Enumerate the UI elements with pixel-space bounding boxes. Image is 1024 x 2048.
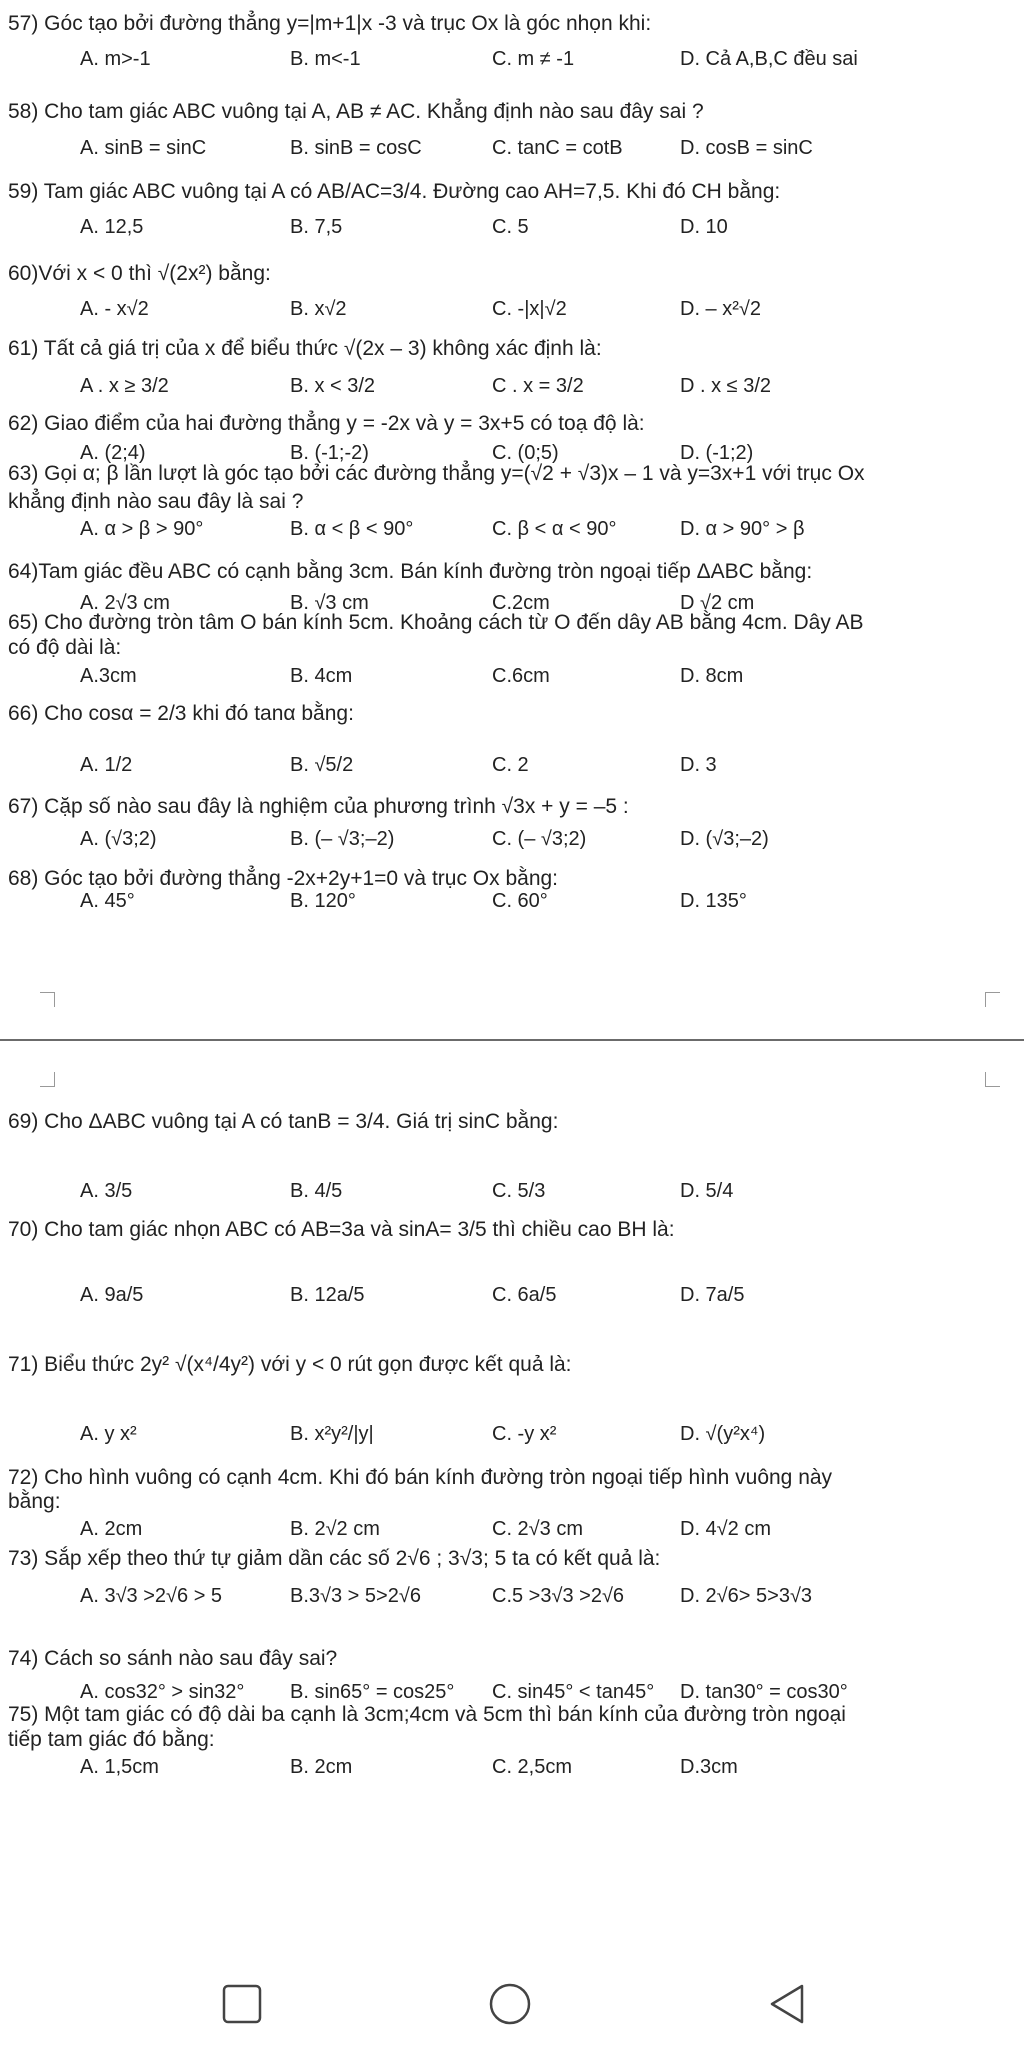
question-text: 69) Cho ΔABC vuông tại A có tanB = 3/4. Giá trị sinC bằng:	[8, 1110, 559, 1133]
answer-option: A. 12,5	[80, 216, 144, 238]
answer-option: A. m>-1	[80, 48, 151, 70]
page-2	[0, 1088, 1024, 1858]
answer-option: A. 1,5cm	[80, 1756, 159, 1778]
question-text: 70) Cho tam giác nhọn ABC có AB=3a và sinA= 3/5 thì chiều cao BH là:	[8, 1218, 675, 1241]
answer-options	[0, 137, 1024, 163]
answer-options	[0, 890, 1024, 916]
answer-option: A. 45°	[80, 890, 135, 912]
answer-options	[0, 1756, 1024, 1782]
answer-option: D. Cả A,B,C đều sai	[680, 48, 858, 70]
answer-options	[0, 828, 1024, 854]
answer-option: C.2cm	[492, 592, 550, 614]
answer-option: B. 12a/5	[290, 1284, 365, 1306]
answer-option: D.3cm	[680, 1756, 738, 1778]
answer-options	[0, 375, 1024, 401]
question-text: 72) Cho hình vuông có cạnh 4cm. Khi đó bán kính đường tròn ngoại tiếp hình vuông này	[8, 1466, 833, 1489]
question-text: 61) Tất cả giá trị của x để biểu thức √(2x – 3) không xác định là:	[8, 337, 602, 360]
answer-option: C. β < α < 90°	[492, 518, 617, 540]
answer-option: B. 2cm	[290, 1756, 353, 1778]
question-text-continued: có độ dài là:	[8, 636, 122, 659]
answer-option: A. 2cm	[80, 1518, 143, 1540]
answer-option: C. sin45° < tan45°	[492, 1681, 655, 1703]
answer-option: C. 5	[492, 216, 529, 238]
answer-options	[0, 298, 1024, 324]
answer-options	[0, 1284, 1024, 1310]
question-text: 65) Cho đường tròn tâm O bán kính 5cm. Khoảng cách từ O đến dây AB bằng 4cm. Dây AB	[8, 611, 864, 634]
question-text: 74) Cách so sánh nào sau đây sai?	[8, 1647, 338, 1670]
answer-option: C. -y x²	[492, 1423, 557, 1445]
answer-option: C. tanC = cotB	[492, 137, 623, 159]
back-icon[interactable]	[762, 1980, 810, 2028]
answer-option: C . x = 3/2	[492, 375, 584, 397]
answer-option: D. 7a/5	[680, 1284, 745, 1306]
answer-option: A. (√3;2)	[80, 828, 157, 850]
answer-option: D. tan30° = cos30°	[680, 1681, 848, 1703]
answer-option: A. α > β > 90°	[80, 518, 204, 540]
answer-option: A. 3√3 >2√6 > 5	[80, 1585, 223, 1607]
answer-option: D. 135°	[680, 890, 747, 912]
question-text: 62) Giao điểm của hai đường thẳng y = -2x và y = 3x+5 có toạ độ là:	[8, 412, 645, 435]
question-text: 66) Cho cosα = 2/3 khi đó tanα bằng:	[8, 702, 354, 725]
question-text: 58) Cho tam giác ABC vuông tại A, AB ≠ AC. Khẳng định nào sau đây sai ?	[8, 100, 704, 123]
answer-option: D. cosB = sinC	[680, 137, 813, 159]
question-text-continued: bằng:	[8, 1490, 61, 1513]
answer-option: D. – x²√2	[680, 298, 761, 320]
question-text: 73) Sắp xếp theo thứ tự giảm dần các số 2√6 ; 3√3; 5 ta có kết quả là:	[8, 1547, 661, 1570]
answer-option: C. 2,5cm	[492, 1756, 573, 1778]
answer-options	[0, 1585, 1024, 1611]
answer-option: A. 1/2	[80, 754, 133, 776]
page-gap	[0, 1000, 1024, 1088]
answer-option: C. 6a/5	[492, 1284, 557, 1306]
answer-options	[0, 1423, 1024, 1449]
page-separator	[0, 1039, 1024, 1041]
answer-option: D. √(y²x⁴)	[680, 1423, 766, 1445]
answer-option: D. (-1;2)	[680, 442, 754, 464]
answer-options	[0, 754, 1024, 780]
answer-options	[0, 518, 1024, 544]
answer-option: B.3√3 > 5>2√6	[290, 1585, 421, 1607]
question-text: 71) Biểu thức 2y² √(x⁴/4y²) với y < 0 rút gọn được kết quả là:	[8, 1353, 572, 1376]
answer-option: D. 8cm	[680, 665, 744, 687]
question-text: 63) Gọi α; β lần lượt là góc tạo bởi các đường thẳng y=(√2 + √3)x – 1 và y=3x+1 với trục Ox	[8, 462, 865, 485]
answer-option: A. 2√3 cm	[80, 592, 170, 614]
question-text: 75) Một tam giác có độ dài ba cạnh là 3cm;4cm và 5cm thì bán kính của đường tròn ngoại	[8, 1703, 846, 1726]
answer-option: B. (– √3;–2)	[290, 828, 395, 850]
navigation-bar	[0, 1958, 1024, 2048]
answer-option: B. sinB = cosC	[290, 137, 422, 159]
answer-option: C. 2	[492, 754, 529, 776]
answer-option: B. 120°	[290, 890, 356, 912]
page-1	[0, 0, 1024, 1000]
answer-option: B. m<-1	[290, 48, 361, 70]
answer-option: D. 4√2 cm	[680, 1518, 771, 1540]
answer-option: C.6cm	[492, 665, 550, 687]
answer-option: D. 2√6> 5>3√3	[680, 1585, 813, 1607]
question-text: 67) Cặp số nào sau đây là nghiệm của phương trình √3x + y = –5 :	[8, 795, 629, 818]
answer-option: B. 4/5	[290, 1180, 343, 1202]
question-text: 60)Với x < 0 thì √(2x²) bằng:	[8, 262, 271, 285]
recent-apps-icon[interactable]	[218, 1980, 266, 2028]
answer-option: A. - x√2	[80, 298, 149, 320]
answer-option: C. 2√3 cm	[492, 1518, 583, 1540]
question-text-continued: khẳng định nào sau đây là sai ?	[8, 490, 304, 513]
answer-option: A. cos32° > sin32°	[80, 1681, 245, 1703]
answer-option: A. sinB = sinC	[80, 137, 207, 159]
answer-option: D. 5/4	[680, 1180, 734, 1202]
question-text: 59) Tam giác ABC vuông tại A có AB/AC=3/4. Đường cao AH=7,5. Khi đó CH bằng:	[8, 180, 781, 203]
answer-option: B. sin65° = cos25°	[290, 1681, 455, 1703]
answer-option: D. α > 90° > β	[680, 518, 805, 540]
question-text: 68) Góc tạo bởi đường thẳng -2x+2y+1=0 và trục Ox bằng:	[8, 867, 559, 890]
answer-option: B. √3 cm	[290, 592, 369, 614]
answer-option: B. 2√2 cm	[290, 1518, 380, 1540]
answer-option: C.5 >3√3 >2√6	[492, 1585, 625, 1607]
answer-option: A . x ≥ 3/2	[80, 375, 169, 397]
question-text-continued: tiếp tam giác đó bằng:	[8, 1728, 215, 1751]
answer-option: B. α < β < 90°	[290, 518, 414, 540]
answer-options	[0, 1518, 1024, 1544]
answer-option: C. m ≠ -1	[492, 48, 575, 70]
answer-option: C. (0;5)	[492, 442, 559, 464]
question-text: 57) Góc tạo bởi đường thẳng y=|m+1|x -3 và trục Ox là góc nhọn khi:	[8, 12, 652, 35]
answer-option: D. 10	[680, 216, 728, 238]
answer-option: C. -|x|√2	[492, 298, 567, 320]
answer-option: C. 60°	[492, 890, 548, 912]
question-text: 64)Tam giác đều ABC có cạnh bằng 3cm. Bán kính đường tròn ngoại tiếp ΔABC bằng:	[8, 560, 813, 583]
answer-option: A.3cm	[80, 665, 137, 687]
answer-option: B. (-1;-2)	[290, 442, 369, 464]
answer-option: B. x²y²/|y|	[290, 1423, 374, 1445]
answer-option: B. √5/2	[290, 754, 354, 776]
answer-option: B. 7,5	[290, 216, 343, 238]
answer-option: D. (√3;–2)	[680, 828, 769, 850]
answer-option: A. 3/5	[80, 1180, 133, 1202]
answer-option: B. 4cm	[290, 665, 353, 687]
answer-option: C. 5/3	[492, 1180, 546, 1202]
answer-option: B. x < 3/2	[290, 375, 376, 397]
answer-options	[0, 216, 1024, 242]
answer-options	[0, 1180, 1024, 1206]
home-icon[interactable]	[486, 1980, 534, 2028]
answer-options	[0, 665, 1024, 691]
answer-option: A. y x²	[80, 1423, 137, 1445]
answer-options	[0, 48, 1024, 74]
answer-option: A. (2;4)	[80, 442, 146, 464]
answer-option: D √2 cm	[680, 592, 755, 614]
answer-option: B. x√2	[290, 298, 347, 320]
answer-option: D. 3	[680, 754, 717, 776]
answer-option: D . x ≤ 3/2	[680, 375, 772, 397]
answer-option: C. (– √3;2)	[492, 828, 587, 850]
answer-option: A. 9a/5	[80, 1284, 144, 1306]
